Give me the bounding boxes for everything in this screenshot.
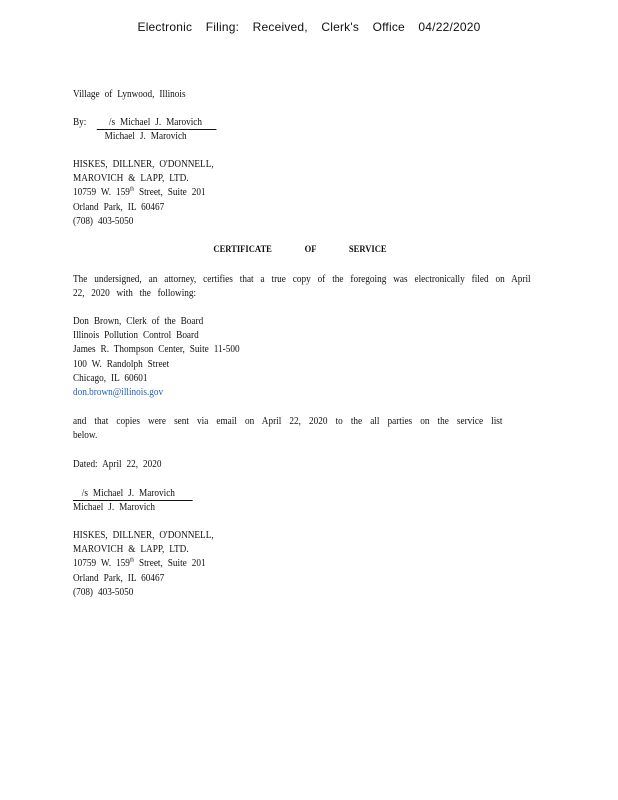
recipient-building: James R. Thompson Center, Suite 11-500 [73,344,240,356]
firm-phone: (708) 403-5050 [73,215,134,227]
firm-phone: (708) 403-5050 [73,586,134,598]
dated-line: Dated: April 22, 2020 [73,459,162,470]
firm-street: 10759 W. 159th Street, Suite 201 [73,186,206,199]
recipient-block [73,315,262,400]
recipient-name: Don Brown, Clerk of the Board [73,316,204,327]
recipient-org: Illinois Pollution Control Board [73,330,199,342]
firm-name-line2: MAROVICH & LAPP, LTD. [73,173,189,185]
recipient-email-link[interactable]: don.brown@illinois.gov [73,387,164,399]
filing-stamp: Electronic Filing: Received, Clerk's Office 04/22/2020 [137,20,481,34]
firm-name-line2: MAROVICH & LAPP, LTD. [73,544,189,556]
firm-name-line1: HISKES, DILLNER, O'DONNELL, [73,530,214,541]
firm-city: Orland Park, IL 60467 [73,572,165,584]
signature-block-bottom [73,487,209,515]
firm-block-top [73,158,233,229]
recipient-city: Chicago, IL 60601 [73,372,148,384]
signature-bottom-line [73,487,193,501]
recipient-street: 100 W. Randolph Street [73,358,170,370]
printed-name-top: Michael J. Marovich [104,131,187,143]
signature-bottom: /s Michael J. Marovich [73,487,193,501]
signature-block-top [73,88,236,145]
certificate-title: CERTIFICATE OF SERVICE [213,245,387,255]
by-label: By: [73,117,87,129]
firm-block-bottom [73,529,233,600]
firm-street: 10759 W. 159th Street, Suite 201 [73,557,206,570]
firm-name-line1: HISKES, DILLNER, O'DONNELL, [73,159,214,170]
certificate-intro: The undersigned, an attorney, certifies that a true copy of the foregoing was electronically filed on April 22, 2020 with the following: [73,274,531,300]
entity-name: Village of Lynwood, Illinois [73,89,186,100]
firm-city: Orland Park, IL 60467 [73,201,165,213]
printed-name-bottom: Michael J. Marovich [73,502,156,514]
signature-top: /s Michael J. Marovich [97,116,217,130]
by-line [73,116,216,130]
service-note: and that copies were sent via email on April 22, 2020 to the all parties on the service list below. [73,416,503,442]
